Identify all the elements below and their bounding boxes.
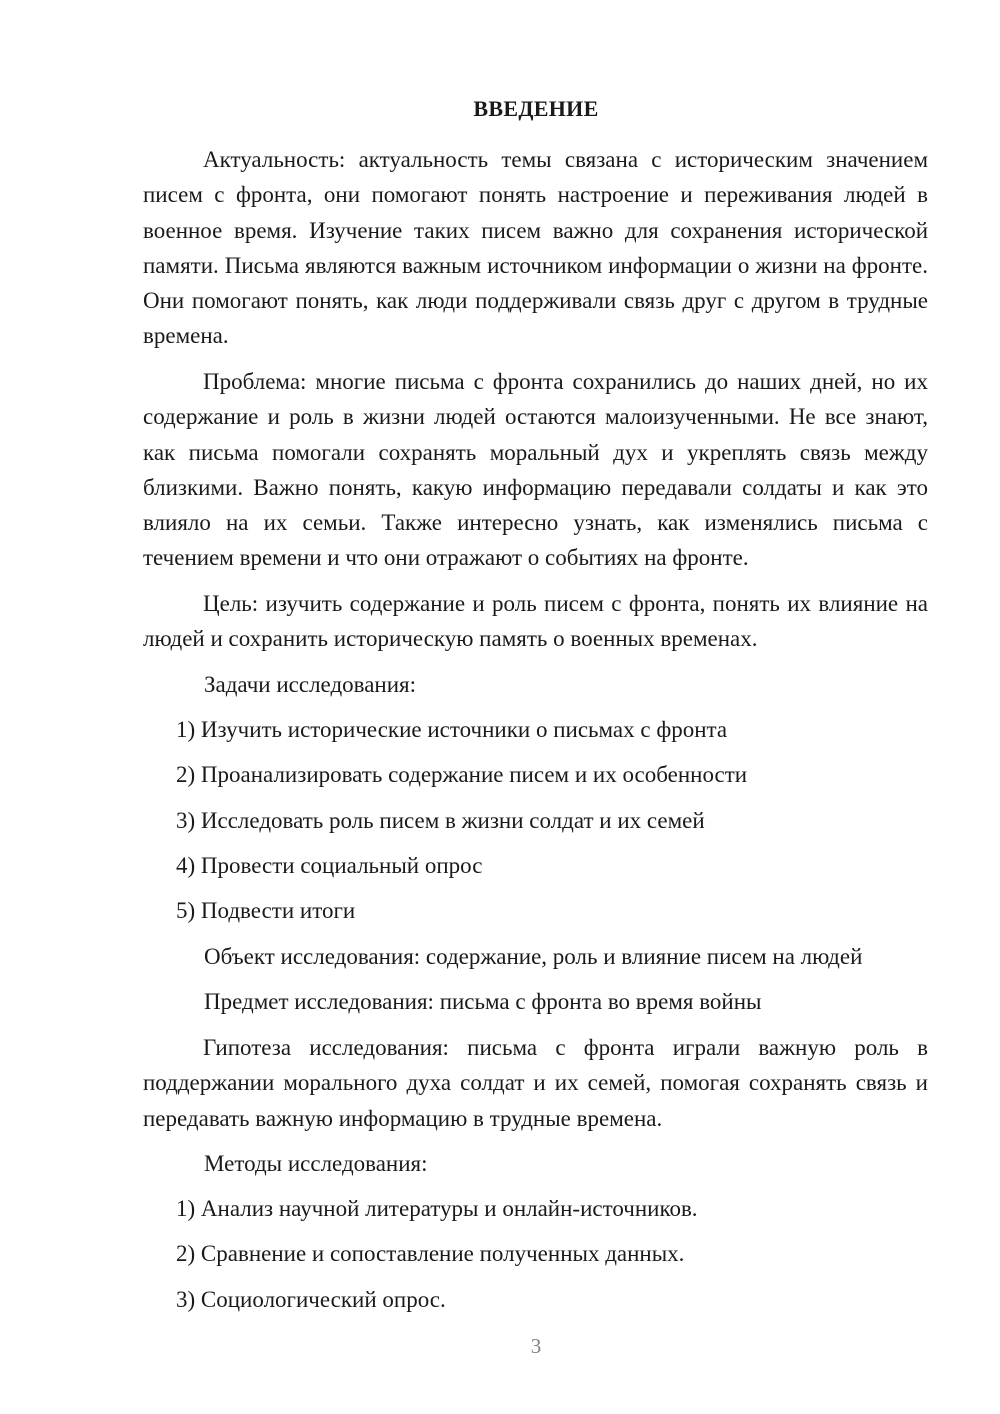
research-object: Объект исследования: содержание, роль и влияние писем на людей — [204, 944, 863, 969]
section-title: ВВЕДЕНИЕ — [473, 96, 599, 121]
methods-heading: Методы исследования: — [204, 1151, 428, 1176]
task-item: 5) Подвести итоги — [176, 898, 356, 923]
page-number: 3 — [530, 1334, 542, 1358]
problem-paragraph: Проблема: многие письма с фронта сохранились до наших дней, но их содержание и роль в жизни людей остаются малоизученными. Не все знают, как письма помогали сохранять моральный дух и укреплять связь между близкими. Важно понять, какую информацию передавали солдаты и как это влияло на их семьи. Также интересно узнать, как изменялись письма с течением времени и что они отражают о событиях на фронте. — [143, 369, 928, 571]
relevance-paragraph: Актуальность: актуальность темы связана с историческим значением писем с фронта, они помогают понять настроение и переживания людей в военное время. Изучение таких писем важно для сохранения исторической памяти. Письма являются важным источником информации о жизни на фронте. Они помогают понять, как люди поддерживали связь друг с другом в трудные времена. — [143, 147, 928, 349]
task-item: 1) Изучить исторические источники о письмах с фронта — [176, 717, 728, 742]
goal-paragraph: Цель: изучить содержание и роль писем с фронта, понять их влияние на людей и сохранить историческую память о военных временах. — [143, 591, 928, 652]
method-item: 3) Социологический опрос. — [176, 1287, 446, 1312]
method-item: 2) Сравнение и сопоставление полученных данных. — [176, 1241, 685, 1266]
task-item: 3) Исследовать роль писем в жизни солдат и их семей — [176, 808, 705, 833]
method-item: 1) Анализ научной литературы и онлайн-источников. — [176, 1196, 698, 1221]
tasks-heading: Задачи исследования: — [204, 672, 417, 697]
research-subject: Предмет исследования: письма с фронта во время войны — [204, 989, 762, 1014]
task-item: 2) Проанализировать содержание писем и их особенности — [176, 762, 748, 787]
hypothesis-paragraph: Гипотеза исследования: письма с фронта играли важную роль в поддержании морального духа солдат и их семей, помогая сохранять связь и передавать важную информацию в трудные времена. — [143, 1035, 928, 1131]
task-item: 4) Провести социальный опрос — [176, 853, 483, 878]
